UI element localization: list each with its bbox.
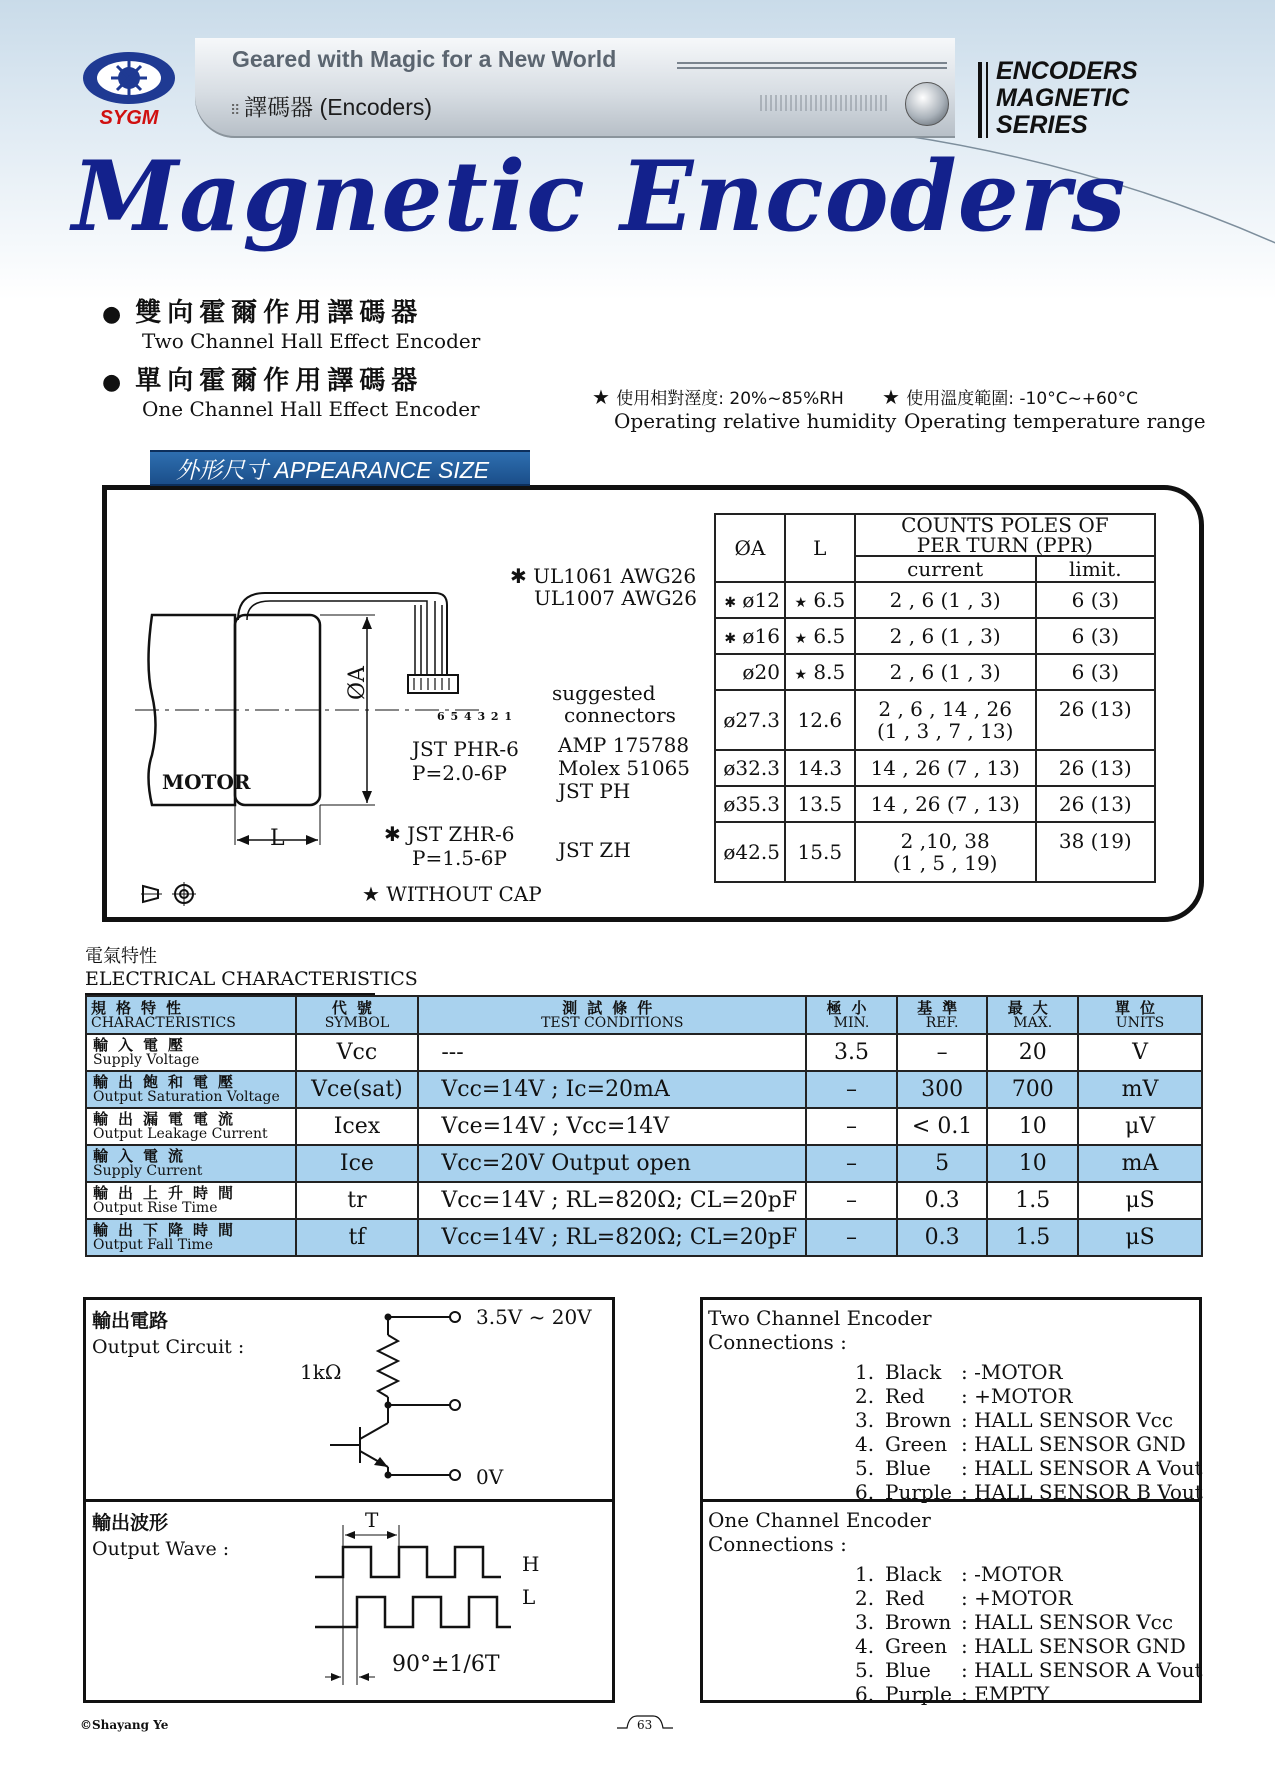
product-zh: 雙向霍爾作用譯碼器 — [135, 298, 424, 328]
bullet-icon: ● — [102, 302, 136, 327]
electrical-header-cell — [987, 996, 1078, 1034]
characteristic-zh: 輸出上升時間 — [93, 1184, 244, 1202]
dim-cell-limit: 38 (19) — [1036, 822, 1155, 882]
page-title: Magnetic Encoders — [72, 140, 1127, 253]
connection-color: Blue — [885, 1456, 931, 1480]
dim-l-value: 13.5 — [797, 792, 843, 816]
output-wave-en: Output Wave : — [92, 1538, 230, 1560]
connection-color: Green — [885, 1432, 948, 1456]
connection-item — [855, 1384, 1203, 1408]
connection-color: Green — [885, 1634, 948, 1658]
header-zh: 極小 — [826, 998, 877, 1017]
header-subcategory: ⠿ 譯碼器 (Encoders) — [230, 94, 433, 120]
ref-cell: 5 — [897, 1145, 988, 1182]
resistor-label: 1kΩ — [300, 1360, 342, 1384]
output-circuit-en: Output Circuit : — [92, 1336, 245, 1358]
electrical-heading-zh: 電氣特性 — [85, 946, 157, 967]
header-en: REF. — [925, 1014, 959, 1031]
connection-function: : HALL SENSOR Vcc — [961, 1408, 1174, 1432]
dim-table-row — [715, 654, 1155, 690]
output-wave-zh: 輸出波形 — [92, 1512, 169, 1534]
symbol-cell: Vce(sat) — [296, 1071, 419, 1108]
connection-item — [855, 1610, 1203, 1634]
symbol-cell: Vcc — [296, 1034, 419, 1071]
connector — [408, 675, 458, 693]
product-en: One Channel Hall Effect Encoder — [142, 397, 480, 421]
dim-a-value: ø12 — [742, 588, 780, 612]
electrical-row — [86, 1219, 1202, 1256]
brand-logo-text: SYGM — [99, 107, 159, 128]
humidity-en: Operating relative humidity — [614, 409, 897, 433]
dim-l-value: 8.5 — [813, 660, 846, 684]
electrical-header-cell — [86, 996, 296, 1034]
dim-l-value: 15.5 — [797, 840, 843, 864]
one-channel-sub: Connections : — [708, 1532, 847, 1556]
unit-cell: μS — [1078, 1219, 1202, 1256]
dim-table-row — [715, 690, 1155, 750]
characteristic-en: Output Leakage Current — [93, 1126, 268, 1142]
max-cell: 1.5 — [987, 1219, 1078, 1256]
condition-cell: Vcc=14V ; RL=820Ω; CL=20pF — [418, 1219, 806, 1256]
dim-a-value: ø42.5 — [723, 840, 780, 864]
electrical-header-cell — [897, 996, 988, 1034]
connection-function: : -MOTOR — [961, 1360, 1063, 1384]
ref-cell: < 0.1 — [897, 1108, 988, 1145]
characteristic-zh: 輸出漏電電流 — [93, 1110, 244, 1128]
header-subcategory-label: 譯碼器 (Encoders) — [244, 94, 433, 120]
dim-a-value: ø16 — [742, 624, 780, 648]
dim-cell-current — [855, 582, 1036, 618]
dim-cell-current — [855, 618, 1036, 654]
dim-current-value-2: (1 , 5 , 19) — [892, 851, 998, 875]
product-en: Two Channel Hall Effect Encoder — [142, 329, 481, 353]
characteristic-en: Output Rise Time — [93, 1200, 218, 1216]
header-en: UNITS — [1115, 1014, 1165, 1031]
min-cell: – — [806, 1182, 897, 1219]
connection-function: : -MOTOR — [961, 1562, 1063, 1586]
ref-cell: 0.3 — [897, 1219, 988, 1256]
wire-spec-1: UL1061 AWG26 — [533, 564, 697, 588]
header-zh: 單位 — [1115, 998, 1166, 1017]
jst-zhr-2: P=1.5-6P — [412, 846, 507, 870]
two-channel-sub: Connections : — [708, 1330, 847, 1354]
connection-number: 6. — [855, 1480, 875, 1504]
output-wave-label — [92, 1510, 229, 1562]
product-item-two-channel — [102, 292, 480, 353]
header-grille — [760, 95, 890, 111]
dim-header-current: current — [855, 556, 1036, 582]
phase-label: 90°±1/6T — [392, 1652, 500, 1677]
electrical-heading-en: ELECTRICAL CHARACTERISTICS — [85, 968, 418, 990]
connection-function: : +MOTOR — [961, 1384, 1073, 1408]
min-cell: 3.5 — [806, 1034, 897, 1071]
series-label — [996, 58, 1138, 139]
header-en: MIN. — [833, 1014, 870, 1031]
star-icon: ★ — [362, 882, 380, 906]
header-en: TEST CONDITIONS — [541, 1014, 684, 1031]
connection-function: : HALL SENSOR Vcc — [961, 1610, 1174, 1634]
suggested-connectors — [552, 682, 676, 726]
characteristic-en: Supply Voltage — [93, 1052, 200, 1068]
asterisk-icon: ✱ — [510, 564, 527, 588]
asterisk-icon: ✱ — [724, 595, 737, 611]
symbol-cell: Icex — [296, 1108, 419, 1145]
connection-color: Brown — [885, 1408, 952, 1432]
period-label: T — [365, 1508, 379, 1532]
dim-current-value: 14 , 26 (7 , 13) — [870, 756, 1020, 780]
condition-cell: Vcc=14V ; Ic=20mA — [418, 1071, 806, 1108]
dim-l-value: 6.5 — [813, 588, 846, 612]
jst-zhr-1: JST ZHR-6 — [407, 822, 515, 846]
dim-header-a: ØA — [715, 514, 785, 582]
condition-cell: Vcc=20V Output open — [418, 1145, 806, 1182]
high-label: H — [522, 1552, 540, 1576]
asterisk-icon: ✱ — [724, 631, 737, 647]
jst-phr-spec — [412, 737, 519, 785]
dim-cell-current — [855, 750, 1036, 786]
suggested-1: suggested — [552, 681, 656, 705]
ref-cell: 300 — [897, 1071, 988, 1108]
dim-l-value: 14.3 — [797, 756, 843, 780]
electrical-table — [85, 995, 1203, 1257]
connection-item — [855, 1682, 1203, 1706]
star-icon: ★ — [592, 385, 617, 409]
electrical-header-cell — [1078, 996, 1202, 1034]
one-channel-list — [855, 1562, 1203, 1706]
dim-table-row — [715, 786, 1155, 822]
connection-item — [855, 1360, 1203, 1384]
min-cell: – — [806, 1108, 897, 1145]
dim-current-value: 2 , 6 (1 , 3) — [889, 660, 1001, 684]
connection-number: 2. — [855, 1586, 875, 1610]
connection-color: Purple — [885, 1682, 952, 1706]
jst-phr-2: P=2.0-6P — [412, 761, 507, 785]
temperature-zh: 使用溫度範圍: -10°C~+60°C — [906, 389, 1139, 409]
connection-number: 1. — [855, 1360, 875, 1384]
star-icon: ★ — [794, 631, 807, 647]
dim-cell-limit: 6 (3) — [1036, 582, 1155, 618]
connection-color: Purple — [885, 1480, 952, 1504]
page-number: 63 — [637, 1718, 653, 1732]
dim-cell-l — [785, 750, 855, 786]
dim-cell-a — [715, 690, 785, 750]
dim-a-value: ø32.3 — [723, 756, 780, 780]
dim-table-row — [715, 582, 1155, 618]
characteristic-zh: 輸出下降時間 — [93, 1221, 244, 1239]
connection-number: 5. — [855, 1456, 875, 1480]
series-line-1: ENCODERS — [996, 57, 1138, 85]
motor-label: MOTOR — [162, 770, 251, 794]
dim-cell-current — [855, 786, 1036, 822]
two-channel-list — [855, 1360, 1203, 1504]
dim-current-value-2: (1 , 3 , 7 , 13) — [876, 719, 1014, 743]
one-channel-section — [708, 1508, 931, 1556]
low-label: L — [522, 1585, 536, 1609]
header-zh: 測試條件 — [562, 998, 663, 1017]
dim-cell-a — [715, 582, 785, 618]
two-channel-section — [708, 1306, 932, 1354]
slogan-rule — [677, 62, 947, 69]
header-zh: 基準 — [917, 998, 968, 1017]
wire-spec — [510, 565, 697, 609]
connection-function: : HALL SENSOR A Vout — [961, 1658, 1203, 1682]
dim-current-value: 2 , 6 , 14 , 26 — [878, 697, 1012, 721]
connection-item — [855, 1634, 1203, 1658]
dim-cell-current — [855, 822, 1036, 882]
series-rule-thin — [986, 62, 988, 138]
dim-current-value: 2 , 6 (1 , 3) — [889, 588, 1001, 612]
suggested-2: connectors — [564, 703, 676, 727]
max-cell: 10 — [987, 1145, 1078, 1182]
humidity-note — [592, 384, 896, 433]
unit-cell: μS — [1078, 1182, 1202, 1219]
dim-header-counts — [855, 514, 1155, 556]
dim-cell-a — [715, 750, 785, 786]
dim-current-value: 2 , 6 (1 , 3) — [889, 624, 1001, 648]
dim-cell-a — [715, 822, 785, 882]
dim-a-value: ø27.3 — [723, 708, 780, 732]
dimension-table — [714, 513, 1156, 883]
electrical-row — [86, 1182, 1202, 1219]
asterisk-icon: ✱ — [384, 822, 401, 846]
characteristic-en: Supply Current — [93, 1163, 203, 1179]
dim-a-value: ø20 — [742, 660, 780, 684]
connection-number: 4. — [855, 1432, 875, 1456]
unit-cell: mV — [1078, 1071, 1202, 1108]
connector-amp: AMP 175788 — [558, 733, 690, 757]
connection-color: Brown — [885, 1610, 952, 1634]
characteristic-en: Output Saturation Voltage — [93, 1089, 280, 1105]
header-zh: 代號 — [331, 998, 382, 1017]
header-en: SYMBOL — [324, 1014, 390, 1031]
projection-symbol-icon — [140, 880, 200, 906]
two-channel-title: Two Channel Encoder — [708, 1306, 932, 1330]
connector-jst-ph: JST PH — [558, 779, 631, 803]
connection-item — [855, 1432, 1203, 1456]
temperature-note — [882, 384, 1206, 433]
unit-cell: mA — [1078, 1145, 1202, 1182]
connection-item — [855, 1408, 1203, 1432]
condition-cell: Vcc=14V ; RL=820Ω; CL=20pF — [418, 1182, 806, 1219]
dim-cell-limit: 6 (3) — [1036, 654, 1155, 690]
product-zh: 單向霍爾作用譯碼器 — [135, 366, 424, 396]
connection-item — [855, 1456, 1203, 1480]
dim-l-value: 6.5 — [813, 624, 846, 648]
dim-current-value: 14 , 26 (7 , 13) — [870, 792, 1020, 816]
characteristic-cell — [86, 1145, 296, 1182]
brand-logo — [80, 48, 178, 128]
connector-jst-zh: JST ZH — [558, 838, 631, 862]
connection-color: Black — [885, 1360, 942, 1384]
header-en: CHARACTERISTICS — [91, 1014, 236, 1031]
ground-label: 0V — [476, 1465, 504, 1489]
dim-a-value: ø35.3 — [723, 792, 780, 816]
connection-item — [855, 1480, 1203, 1504]
connection-number: 3. — [855, 1408, 875, 1432]
symbol-cell: tf — [296, 1219, 419, 1256]
connection-item — [855, 1562, 1203, 1586]
dim-table-row — [715, 618, 1155, 654]
wire-spec-2: UL1007 AWG26 — [534, 586, 698, 610]
header-slogan: Geared with Magic for a New World — [232, 46, 617, 72]
connection-function: : HALL SENSOR A Vout — [961, 1456, 1203, 1480]
output-circuit-label — [92, 1308, 244, 1360]
characteristic-cell — [86, 1182, 296, 1219]
connector-molex: Molex 51065 — [558, 756, 691, 780]
min-cell: – — [806, 1145, 897, 1182]
connection-item — [855, 1658, 1203, 1682]
characteristic-cell — [86, 1034, 296, 1071]
unit-cell: V — [1078, 1034, 1202, 1071]
min-cell: – — [806, 1219, 897, 1256]
without-cap-note — [362, 882, 542, 906]
electrical-row — [86, 1034, 1202, 1071]
connection-number: 3. — [855, 1610, 875, 1634]
bullet-icon: ● — [102, 370, 136, 395]
dim-cell-l — [785, 690, 855, 750]
jst-zhr-spec — [384, 822, 514, 870]
series-line-2: MAGNETIC — [996, 84, 1130, 112]
series-line-3: SERIES — [996, 111, 1088, 139]
header-knob — [905, 82, 949, 126]
connection-number: 4. — [855, 1634, 875, 1658]
connection-number: 6. — [855, 1682, 875, 1706]
symbol-cell: tr — [296, 1182, 419, 1219]
without-cap-text: WITHOUT CAP — [386, 882, 542, 906]
dim-cell-limit: 26 (13) — [1036, 786, 1155, 822]
dim-current-value: 2 ,10, 38 — [900, 829, 990, 853]
dim-cell-a — [715, 618, 785, 654]
dim-cell-limit: 26 (13) — [1036, 690, 1155, 750]
dim-cell-a — [715, 786, 785, 822]
star-icon: ★ — [882, 385, 907, 409]
connection-function: : HALL SENSOR GND — [961, 1634, 1186, 1658]
connection-function: : HALL SENSOR B Vout — [961, 1480, 1203, 1504]
dim-table-row — [715, 822, 1155, 882]
electrical-header-cell — [418, 996, 806, 1034]
supply-voltage-label: 3.5V ~ 20V — [476, 1305, 592, 1329]
max-cell: 20 — [987, 1034, 1078, 1071]
header-zh: 最大 — [1007, 998, 1058, 1017]
connection-number: 1. — [855, 1562, 875, 1586]
dim-header-counts-1: COUNTS POLES OF — [901, 513, 1109, 537]
connection-number: 5. — [855, 1658, 875, 1682]
dim-cell-l — [785, 618, 855, 654]
dim-header-counts-2: PER TURN (PPR) — [916, 533, 1093, 557]
unit-cell: μV — [1078, 1108, 1202, 1145]
condition-cell: --- — [418, 1034, 806, 1071]
electrical-header-cell — [296, 996, 419, 1034]
dim-cell-current — [855, 690, 1036, 750]
min-cell: – — [806, 1071, 897, 1108]
copyright: ©Shayang Ye — [80, 1718, 169, 1732]
header-zh: 規格特性 — [91, 998, 192, 1017]
dim-header-l: L — [785, 514, 855, 582]
connection-function: : EMPTY — [961, 1682, 1050, 1706]
ref-cell: – — [897, 1034, 988, 1071]
output-circuit-diagram — [300, 1305, 480, 1490]
humidity-zh: 使用相對溼度: 20%~85%RH — [616, 389, 844, 409]
dim-cell-l — [785, 654, 855, 690]
dimension-a-label: ØA — [345, 666, 370, 700]
dim-table-row — [715, 750, 1155, 786]
connection-item — [855, 1586, 1203, 1610]
dim-cell-l — [785, 822, 855, 882]
electrical-row — [86, 1145, 1202, 1182]
condition-cell: Vce=14V ; Vcc=14V — [418, 1108, 806, 1145]
characteristic-cell — [86, 1071, 296, 1108]
connection-number: 2. — [855, 1384, 875, 1408]
electrical-row — [86, 1108, 1202, 1145]
electrical-row — [86, 1071, 1202, 1108]
star-icon: ★ — [794, 595, 807, 611]
max-cell: 10 — [987, 1108, 1078, 1145]
connection-color: Red — [885, 1384, 925, 1408]
series-rule — [978, 62, 982, 138]
characteristic-zh: 輸入電壓 — [93, 1036, 194, 1054]
connection-function: : +MOTOR — [961, 1586, 1073, 1610]
ref-cell: 0.3 — [897, 1182, 988, 1219]
connection-function: : HALL SENSOR GND — [961, 1432, 1186, 1456]
symbol-cell: Ice — [296, 1145, 419, 1182]
connector-list — [558, 734, 690, 803]
connection-color: Black — [885, 1562, 942, 1586]
connection-color: Blue — [885, 1658, 931, 1682]
header-en: MAX. — [1013, 1014, 1053, 1031]
dim-header-limit: limit. — [1036, 556, 1155, 582]
electrical-header-cell — [806, 996, 897, 1034]
characteristic-en: Output Fall Time — [93, 1237, 214, 1253]
output-box-divider — [83, 1499, 615, 1502]
one-channel-title: One Channel Encoder — [708, 1508, 931, 1532]
dim-cell-limit: 26 (13) — [1036, 750, 1155, 786]
characteristic-cell — [86, 1108, 296, 1145]
max-cell: 700 — [987, 1071, 1078, 1108]
dimension-l-label: L — [270, 826, 285, 851]
dim-cell-a — [715, 654, 785, 690]
characteristic-zh: 輸出飽和電壓 — [93, 1073, 244, 1091]
dim-cell-l — [785, 582, 855, 618]
star-icon: ★ — [794, 667, 807, 683]
product-item-one-channel — [102, 360, 480, 421]
appearance-tab: 外形尺寸 APPEARANCE SIZE — [150, 450, 530, 486]
output-circuit-zh: 輸出電路 — [92, 1310, 169, 1332]
connection-color: Red — [885, 1586, 925, 1610]
dim-cell-l — [785, 786, 855, 822]
temperature-en: Operating temperature range — [904, 409, 1206, 433]
jst-phr-1: JST PHR-6 — [412, 737, 519, 761]
max-cell: 1.5 — [987, 1182, 1078, 1219]
dim-cell-current — [855, 654, 1036, 690]
characteristic-cell — [86, 1219, 296, 1256]
dim-l-value: 12.6 — [797, 708, 843, 732]
characteristic-zh: 輸入電流 — [93, 1147, 194, 1165]
dim-cell-limit: 6 (3) — [1036, 618, 1155, 654]
pin-numbers: 6 5 4 3 2 1 — [437, 710, 514, 723]
